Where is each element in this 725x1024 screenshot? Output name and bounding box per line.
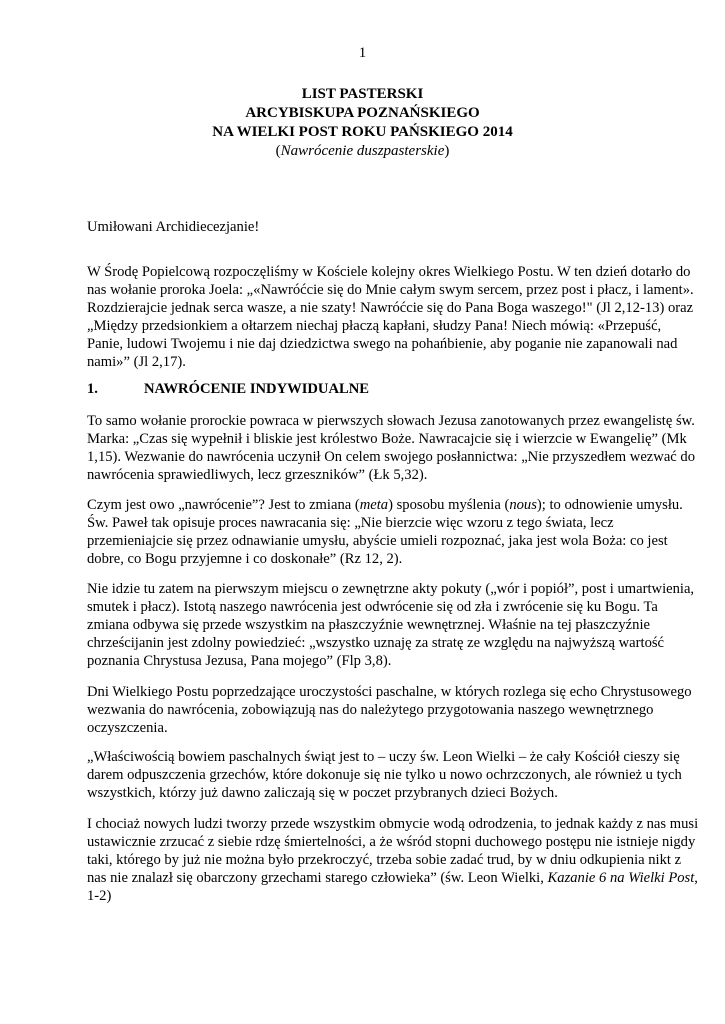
paragraph-line: nawrócenia sprawiedliwych, lecz grzeszników” (Łk 5,32). xyxy=(87,467,428,483)
paragraph-6 xyxy=(87,748,707,802)
subtitle-italic: Nawrócenie duszpasterskie xyxy=(280,143,445,159)
paragraph-line: dobre, co Bogu przyjemne i co doskonałe” (Rz 12, 2). xyxy=(87,551,403,567)
text-run: , xyxy=(694,870,698,886)
paragraph-line: Panie, ludowi Twojemu i nie daj dziedzictwa swego na pohańbienie, aby poganie nie zapanowali nad xyxy=(87,336,678,352)
italic-citation: Kazanie 6 na Wielki Post xyxy=(547,870,695,886)
paragraph-line: taki, którego by już nie można było przekroczyć, trzeba sobie zadać trud, by w dniu odkupienia nikt z xyxy=(87,852,682,868)
paragraph-line: Nie idzie tu zatem na pierwszym miejscu o zewnętrzne akty pokuty („wór i popiół”, post i umartwienia, xyxy=(87,581,695,597)
text-run: ); to odnowienie umysłu. xyxy=(536,497,683,513)
page-number: 1 xyxy=(358,45,367,61)
paragraph-7 xyxy=(87,815,707,905)
paragraph-line: przemieniajcie się przez odnawianie umysłu, abyście umieli rozpoznać, jaka jest wola Boża: co jest xyxy=(87,533,668,549)
paragraph-line: wezwania do nawrócenia, zobowiązują nas do należytego przygotowania naszego wewnętrznego xyxy=(87,702,654,718)
paragraph-line: I chociaż nowych ludzi tworzy przede wszystkim obmycie wodą odrodzenia, to jednak każdy z nas musi xyxy=(87,816,699,832)
paragraph-line: poznania Chrystusa Jezusa, Pana mojego” (Flp 3,8). xyxy=(87,653,392,669)
paragraph-2 xyxy=(87,412,707,484)
paragraph-3 xyxy=(87,496,707,568)
paragraph-line: nas wołanie proroka Joela: „«Nawróćcie się do Mnie całym swym sercem, przez post i płacz, i lament». xyxy=(87,282,694,298)
paragraph-line: zmiana odbywa się przede wszystkim na płaszczyźnie wewnętrznej. Właśnie na tej płaszczyźnie xyxy=(87,617,650,633)
paragraph-line: ustawicznie zrzucać z siebie rdzę śmiertelności, a że wśród stopni duchowego postępu nie istnieje nigdy xyxy=(87,834,696,850)
text-run: nas nie znalazł się obarczony grzechami starego człowieka” (św. Leon Wielki, xyxy=(87,870,548,886)
paragraph-4 xyxy=(87,580,707,670)
text-run: Czym jest owo „nawrócenie”? Jest to zmiana ( xyxy=(87,497,360,513)
paragraph-line: wszystkich, którzy już dawno zaliczają się w poczet przybranych dzieci Bożych. xyxy=(87,785,558,801)
paragraph-line: nami»” (Jl 2,17). xyxy=(87,354,186,370)
section-number: 1. xyxy=(87,381,98,397)
section-title: NAWRÓCENIE INDYWIDUALNE xyxy=(144,381,370,397)
paragraph-line: Rozdzierajcie jednak serca wasze, a nie szaty! Nawróćcie się do Pana Boga waszego!" (Jl 2,12-13) oraz xyxy=(87,300,694,316)
section-heading xyxy=(87,380,707,398)
paragraph-line: 1,15). Wezwanie do nawrócenia uczynił On celem swojego posłannictwa: „Nie przyszedłem wezwać do xyxy=(87,449,696,465)
paragraph-line xyxy=(87,869,707,887)
paragraph-line: W Środę Popielcową rozpoczęliśmy w Kościele kolejny okres Wielkiego Postu. W ten dzień dotarło do xyxy=(87,264,691,280)
paragraph-line: Marka: „Czas się wypełnił i bliskie jest królestwo Boże. Nawracajcie się i wierzcie w Ewangelię” (Mk xyxy=(87,431,687,447)
subtitle-close: ) xyxy=(444,143,450,159)
subtitle-open: ( xyxy=(275,143,281,159)
paragraph-line: To samo wołanie prorockie powraca w pierwszych słowach Jezusa zanotowanych przez ewangelistę św. xyxy=(87,413,695,429)
paragraph-line: darem odpuszczenia grzechów, które dokonuje się nie tylko u nowo ochrzczonych, ale również u tych xyxy=(87,767,682,783)
paragraph-line: smutek i płacz). Istotą naszego nawrócenia jest odwrócenie się od zła i zwrócenie się ku Bogu. Ta xyxy=(87,599,658,615)
paragraph-line: „Między przedsionkiem a ołtarzem niechaj płaczą kapłani, słudzy Pana! Niech mówią: «Przepuść, xyxy=(87,318,662,334)
paragraph-line xyxy=(87,496,707,514)
text-run: ) sposobu myślenia ( xyxy=(388,497,510,513)
greeting: Umiłowani Archidiecezjanie! xyxy=(87,219,260,235)
paragraph-line: oczyszczenia. xyxy=(87,720,168,736)
paragraph-line: Dni Wielkiego Postu poprzedzające uroczystości paschalne, w których rozlega się echo Chrystusowego xyxy=(87,684,692,700)
paragraph-line: 1-2) xyxy=(87,888,112,904)
paragraph-1 xyxy=(87,263,707,371)
subtitle xyxy=(0,142,725,161)
title-line-2: ARCYBISKUPA POZNAŃSKIEGO xyxy=(245,105,480,121)
italic-term: nous xyxy=(509,497,537,513)
paragraph-line: Św. Paweł tak opisuje proces nawracania się: „Nie bierzcie więc wzoru z tego świata, lecz xyxy=(87,515,614,531)
paragraph-line: „Właściwością bowiem paschalnych świąt jest to – uczy św. Leon Wielki – że cały Kościół cieszy się xyxy=(87,749,680,765)
italic-term: meta xyxy=(359,497,389,513)
paragraph-line: chrześcijanin jest zdolny powiedzieć: „wszystko uznaję za stratę ze względu na najwyższą wartość xyxy=(87,635,665,651)
title-line-1: LIST PASTERSKI xyxy=(301,86,424,102)
paragraph-5 xyxy=(87,683,707,737)
title-line-3: NA WIELKI POST ROKU PAŃSKIEGO 2014 xyxy=(212,124,513,140)
